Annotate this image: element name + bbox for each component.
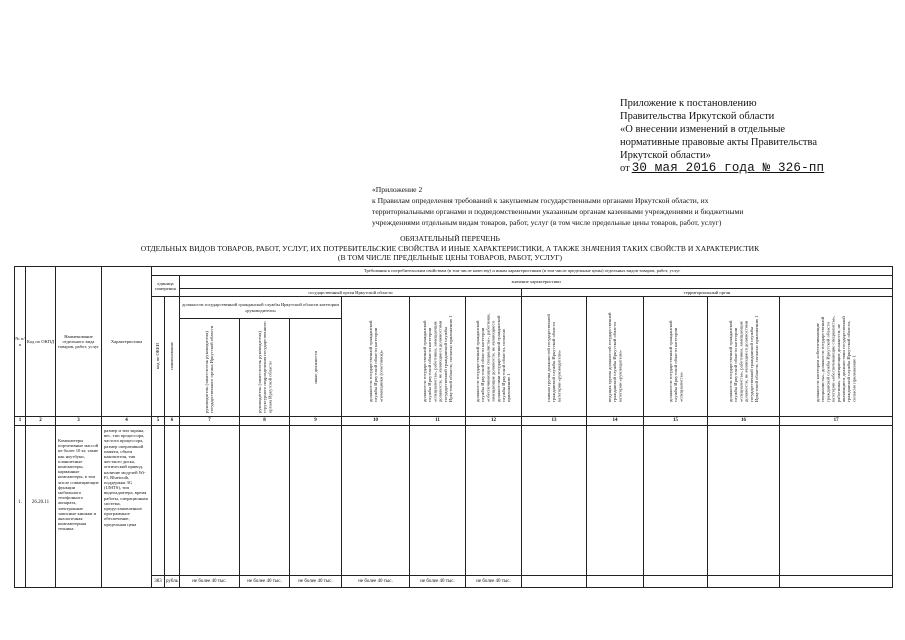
prilozhenie-line: учреждениями отдельным видам товаров, работ, услуг (в том числе предельные цены товаров, работ, услуг) xyxy=(372,218,722,227)
date-stamp: 30 мая 2016 года № 326-пп xyxy=(631,161,825,175)
header-name: Наименование отдельного вида товаров, работ, услуг xyxy=(56,267,102,417)
header-col-9: иные должности xyxy=(290,319,342,417)
header-value: значение характеристики xyxy=(180,276,893,289)
header-characteristic: Характеристика xyxy=(102,267,152,417)
header-col-17: должности категории «обеспечивающие специалисты», должности государственной гражданской службы Иркутской области категории «обеспечивающие специалисты», работники, замещающие должности, не являющиеся должностями государственной гражданской службы Иркутской области, согласно приложению 1 xyxy=(780,297,893,417)
column-number: 10 xyxy=(342,417,410,426)
price-cell: не более 40 тыс. xyxy=(180,576,240,588)
header-unit: единица измерения xyxy=(152,276,180,297)
header-okpd: Код по ОКПД xyxy=(26,267,56,417)
table-row xyxy=(15,426,893,576)
header-col-13: главная группа должностей государственной гражданской службы Иркутской области категории «руководители» xyxy=(522,297,587,417)
column-number: 6 xyxy=(165,417,180,426)
column-number: 8 xyxy=(240,417,290,426)
price-cell: не более 40 тыс. xyxy=(466,576,522,588)
column-number: 15 xyxy=(644,417,708,426)
header-requirements: Требования к потребительским свойствам (в том числе качеству) и иным характеристикам (в том числе предельные цены) отдельных видов товаров, работ, услуг xyxy=(152,267,893,276)
column-number: 14 xyxy=(587,417,644,426)
requirements-table xyxy=(14,266,893,588)
header-col-11: должности государственной гражданской службы Иркутской области категории «специалисты», работники, замещающие должности, не являющиеся должностями государственной гражданской службы Иркутской области, согласно приложению 1 xyxy=(410,297,466,417)
header-col-16: должности государственной гражданской службы Иркутской области категории «специалисты», работники, замещающие должности, не являющиеся должностями государственной гражданской службы Иркутской области, согласно приложению 1 xyxy=(708,297,780,417)
document-subtitle-2: (В ТОМ ЧИСЛЕ ПРЕДЕЛЬНЫЕ ЦЕНЫ ТОВАРОВ, РАБОТ, УСЛУГ) xyxy=(337,253,563,262)
header-col-10: должности государственной гражданской службы Иркутской области категории «помощники (советники)» xyxy=(342,297,410,417)
annex-line: «О внесении изменений в отдельные xyxy=(620,124,786,135)
column-number: 2 xyxy=(26,417,56,426)
row-name: Компьютеры портативные массой не более 10 кг, такие как ноутбуки, планшетные компьютеры, карманные компьютеры, в том числе совмещающие функции мобильного телефонного аппарата, электронные записные книжки и аналогичная компьютерная техника. xyxy=(56,426,102,588)
price-cell: не более 40 тыс. xyxy=(410,576,466,588)
header-okei: код по ОКЕИ xyxy=(152,297,165,417)
price-cell: не более 40 тыс. xyxy=(240,576,290,588)
annex-date-line xyxy=(620,162,895,175)
prilozhenie-line: территориальными органами и подведомственными указанным органам казенными учреждениями и бюджетными xyxy=(372,207,744,216)
date-prefix: от xyxy=(620,163,630,174)
annex-line: Правительства Иркутской области xyxy=(620,111,775,122)
prilozhenie-line: «Приложение 2 xyxy=(372,185,423,194)
prilozhenie-block xyxy=(372,184,842,228)
annex-line: Приложение к постановлению xyxy=(620,98,757,109)
price-cell: не более 40 тыс. xyxy=(342,576,410,588)
column-number: 12 xyxy=(466,417,522,426)
annex-block xyxy=(620,97,895,175)
column-number: 5 xyxy=(152,417,165,426)
price-cell: не более 40 тыс. xyxy=(290,576,342,588)
column-number: 11 xyxy=(410,417,466,426)
row-unit: рубль xyxy=(165,576,180,588)
document-subtitle: ОТДЕЛЬНЫХ ВИДОВ ТОВАРОВ, РАБОТ, УСЛУГ, ИХ ПОТРЕБИТЕЛЬСКИЕ СВОЙСТВА И ИНЫЕ ХАРАКТЕРИСТИКИ, А ТАКЖЕ ЗНАЧЕНИЯ ТАКИХ СВОЙСТВ И ХАРАКТЕРИСТИК xyxy=(140,244,760,253)
document-title: ОБЯЗАТЕЛЬНЫЙ ПЕРЕЧЕНЬ xyxy=(400,234,500,243)
row-okei: 383 xyxy=(152,576,165,588)
column-number: 3 xyxy=(56,417,102,426)
annex-line: Иркутской области» xyxy=(620,150,711,161)
column-number: 1 xyxy=(15,417,26,426)
column-number: 13 xyxy=(522,417,587,426)
column-number: 9 xyxy=(290,417,342,426)
header-col-8: руководитель (заместитель руководителя) структурного подразделения государственного органа Иркутской области xyxy=(240,319,290,417)
header-col-7: руководитель (заместитель руководителя) государственного органа Иркутской области xyxy=(180,319,240,417)
header-terr-organ: территориальный орган xyxy=(522,289,893,297)
prilozhenie-line: к Правилам определения требований к закупаемым государственными органами Иркутской области, их xyxy=(372,196,709,205)
header-gov-positions: должности государственной гражданской службы Иркутской области категории «руководители» xyxy=(180,297,342,319)
header-gov-organ: государственный орган Иркутской области xyxy=(180,289,522,297)
header-unit-name: наименование xyxy=(165,297,180,417)
column-number: 7 xyxy=(180,417,240,426)
header-num: № п/п xyxy=(15,267,26,417)
row-num: 1. xyxy=(15,426,26,588)
annex-line: нормативные правовые акты Правительства xyxy=(620,137,817,148)
row-characteristics: размер и тип экрана, вес, тип процессора, частота процессора, размер оперативной памяти, объем накопителя, тип жесткого диска, оптический привод, наличие модулей Wi-Fi, Bluetooth, поддержки 3G (UMTS), тип видеоадаптера, время работы, операционная система, предустановленное программное обеспечение, предельная цена xyxy=(102,426,152,588)
header-col-15: должности государственной гражданской службы Иркутской области категории «специалисты» xyxy=(644,297,708,417)
header-col-12: должности государственной гражданской службы Иркутской области категории «обеспечивающие специалисты», работники, замещающие должности, не являющиеся должностями государственной гражданской службы Иркутской области, согласно приложению 1 xyxy=(466,297,522,417)
column-number: 16 xyxy=(708,417,780,426)
column-numbers-row xyxy=(15,417,893,426)
header-col-14: ведущая группа должностей государственной гражданской службы Иркутской области категории «руководители» xyxy=(587,297,644,417)
column-number: 4 xyxy=(102,417,152,426)
row-okpd: 26.20.11 xyxy=(26,426,56,588)
column-number: 17 xyxy=(780,417,893,426)
